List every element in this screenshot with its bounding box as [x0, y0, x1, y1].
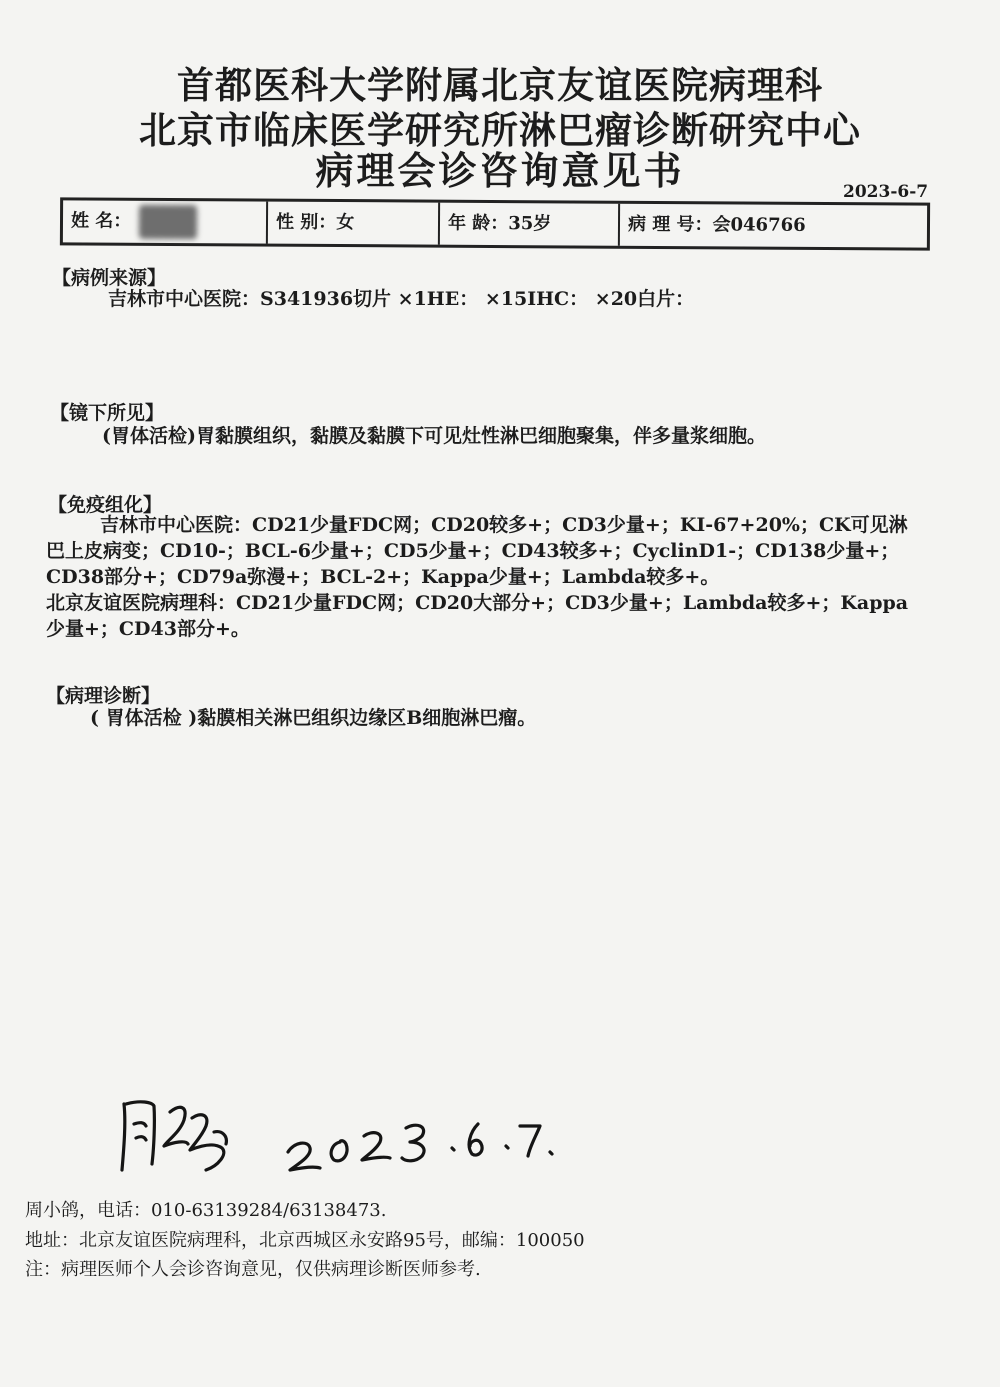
diagnosis-text: ( 胃体活检 )黏膜相关淋巴组织边缘区B细胞淋巴瘤。 — [90, 707, 537, 729]
address-line: 地址：北京友谊医院病理科，北京西城区永安路95号，邮编：100050 — [25, 1230, 585, 1251]
ihc-line: 吉林市中心医院：CD21少量FDC网；CD20较多+；CD3少量+；KI-67+20%；CK可见淋 — [100, 514, 908, 536]
ihc-heading: 【免疫组化】 — [48, 494, 163, 516]
note-line: 注：病理医师个人会诊咨询意见，仅供病理诊断医师参考. — [25, 1259, 481, 1280]
patient-age: 年 龄：35岁 — [440, 203, 620, 246]
ihc-line: CD38部分+；CD79a弥漫+；BCL-2+；Kappa少量+；Lambda较多+。 — [46, 566, 720, 588]
handwritten-signature — [118, 1092, 558, 1177]
patient-name-cell — [63, 200, 268, 243]
microscopy-text: (胃体活检)胃黏膜组织，黏膜及黏膜下可见灶性淋巴细胞聚集，伴多量浆细胞。 — [102, 425, 766, 447]
report-date: 2023-6-7 — [843, 182, 929, 202]
institute-name: 北京市临床医学研究所淋巴瘤诊断研究中心 — [139, 108, 861, 152]
pathology-number: 病 理 号：会046766 — [627, 213, 806, 236]
source-text: 吉林市中心医院：S341936切片 ×1HE： ×15IHC： ×20白片： — [108, 288, 695, 310]
patient-info-box — [60, 197, 930, 250]
name-label: 姓 名： — [70, 210, 132, 232]
patient-sex: 性 别：女 — [268, 202, 440, 245]
ihc-line: 北京友谊医院病理科：CD21少量FDC网；CD20大部分+；CD3少量+；Lambda较多+；Kappa — [46, 592, 909, 614]
contact-line: 周小鸽，电话：010-63139284/63138473. — [25, 1200, 387, 1221]
hospital-name: 首都医科大学附属北京友谊医院病理科 — [177, 63, 823, 107]
ihc-line: 少量+；CD43部分+。 — [46, 618, 250, 640]
redacted-name — [139, 205, 197, 239]
diagnosis-heading: 【病理诊断】 — [46, 685, 161, 707]
document-title: 病理会诊咨询意见书 — [315, 148, 685, 193]
ihc-line: 巴上皮病变；CD10-；BCL-6少量+；CD5少量+；CD43较多+；CyclinD1-；CD138少量+； — [46, 540, 900, 562]
microscopy-heading: 【镜下所见】 — [50, 402, 165, 424]
source-heading: 【病例来源】 — [52, 267, 167, 289]
